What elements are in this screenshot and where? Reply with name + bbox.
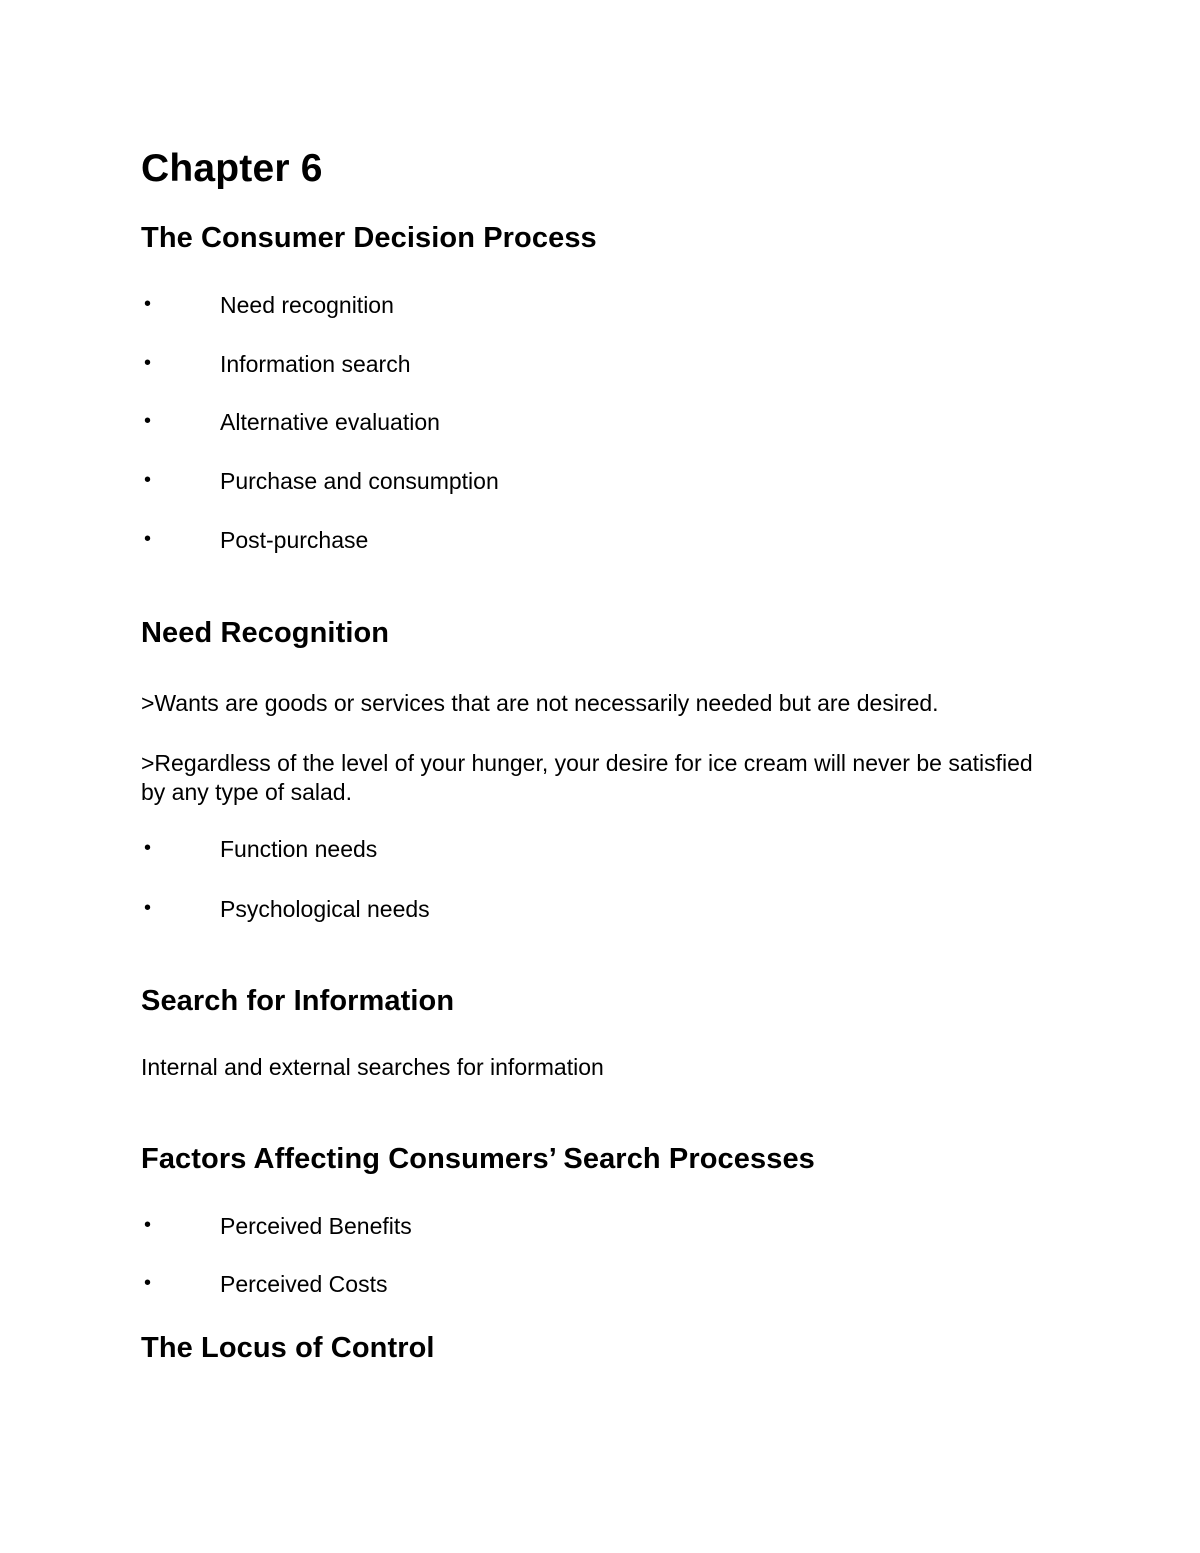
- list-item-label: Need recognition: [220, 292, 394, 318]
- list-item-label: Purchase and consumption: [220, 468, 499, 494]
- paragraph-wants: >Wants are goods or services that are not necessarily needed but are desired.: [141, 690, 939, 716]
- list-item-label: Psychological needs: [220, 896, 430, 922]
- list-item: [0, 898, 1200, 928]
- section-heading-locus: The Locus of Control: [141, 1332, 435, 1364]
- list-item-label: Perceived Costs: [220, 1271, 388, 1297]
- section-heading-need-recognition: Need Recognition: [141, 617, 390, 649]
- section-heading-factors: Factors Affecting Consumers’ Search Processes: [141, 1143, 815, 1175]
- bullet-icon: •: [144, 1272, 152, 1294]
- list-item-label: Post-purchase: [220, 527, 369, 553]
- paragraph-ice-cream: >Regardless of the level of your hunger, your desire for ice cream will never be satisfied by any type of salad.: [141, 750, 1033, 805]
- bullet-icon: •: [144, 528, 152, 550]
- bullet-icon: •: [144, 410, 152, 432]
- list-item-label: Perceived Benefits: [220, 1213, 412, 1239]
- list-item: [0, 1215, 1200, 1245]
- list-item-label: Function needs: [220, 836, 378, 862]
- list-item-label: Alternative evaluation: [220, 409, 440, 435]
- list-item: [0, 470, 1200, 500]
- bullet-icon: •: [144, 1214, 152, 1236]
- list-item: [0, 1273, 1200, 1303]
- list-item-label: Information search: [220, 351, 411, 377]
- bullet-icon: •: [144, 897, 152, 919]
- list-item: [0, 838, 1200, 868]
- section-heading-decision-process: The Consumer Decision Process: [141, 222, 597, 254]
- section-heading-search-info: Search for Information: [141, 985, 455, 1017]
- list-item: [0, 529, 1200, 559]
- list-item: [0, 294, 1200, 324]
- bullet-icon: •: [144, 837, 152, 859]
- chapter-title: Chapter 6: [141, 147, 323, 190]
- paragraph-search-info: Internal and external searches for information: [141, 1054, 604, 1080]
- bullet-icon: •: [144, 293, 152, 315]
- bullet-icon: •: [144, 469, 152, 491]
- bullet-icon: •: [144, 352, 152, 374]
- list-item: [0, 411, 1200, 441]
- list-item: [0, 353, 1200, 383]
